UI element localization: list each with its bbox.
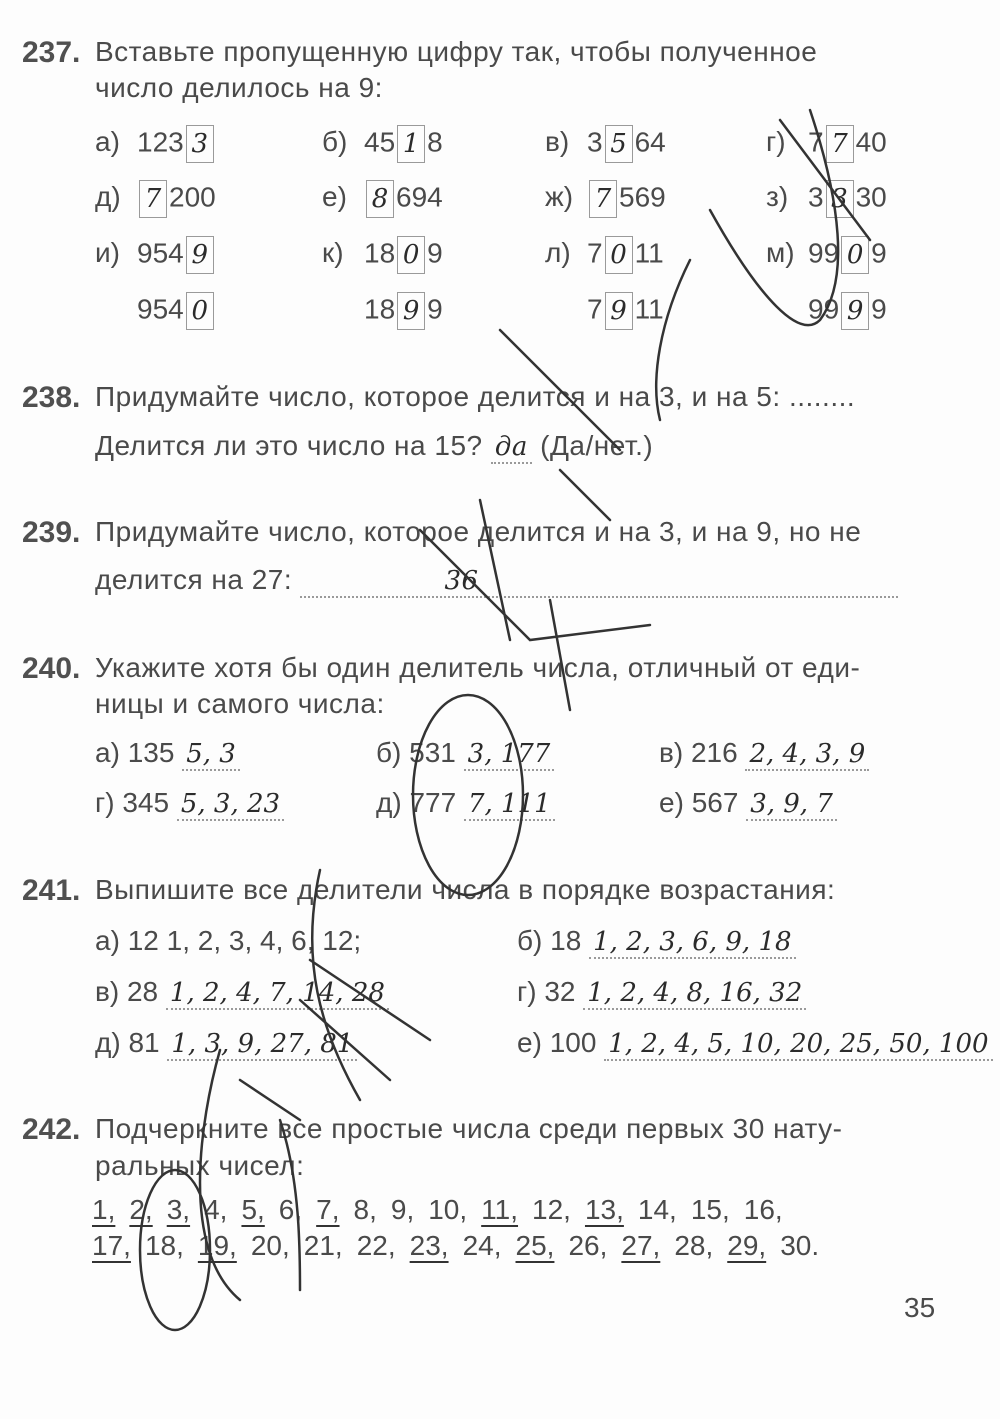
item-241 [95,925,361,957]
exercise-240-text: Укажите хотя бы один делитель числа, отличный от еди- [95,652,861,683]
digits-after: 200 [169,181,216,213]
digits-after: 64 [634,126,666,158]
item-240 [95,737,240,771]
item-240 [95,787,284,821]
number-item[interactable]: 20, [250,1230,290,1261]
number-item[interactable]: 15, [690,1194,730,1225]
handwritten-answer: 36 [444,566,479,596]
digits-before: 7 [587,237,603,269]
number-item[interactable]: 5, [241,1194,265,1225]
exercise-238-question [95,430,653,464]
question-text: Делится ли это число на 15? [95,430,483,461]
handwritten-answer: да [494,432,528,462]
number-item[interactable]: 3, [166,1194,191,1225]
exercise-241-number: 241. [22,874,81,907]
item-240 [659,737,869,771]
digits-after: 40 [855,126,887,158]
number-item[interactable]: 9, [390,1194,415,1225]
digits-before: 18 [364,237,396,269]
item-value: 12 [127,925,159,956]
item-237 [545,125,666,163]
answer-field[interactable]: 1, 2, 3, 6, 9, 18 [589,927,795,959]
exercise-237-text-2: число делилось на 9: [95,72,383,103]
item-237 [545,292,664,330]
item-value: 32 [544,976,576,1007]
digits-before: 3 [808,181,824,213]
exercise-241-text: Выпишите все делители числа в порядке возрастания: [95,874,836,905]
digits-before: 18 [364,293,396,325]
item-label: г) [95,787,115,818]
number-item[interactable]: 11, [481,1194,519,1225]
numbers-row-2 [92,1230,833,1262]
item-value: 81 [128,1027,160,1058]
item-label: в) [659,737,684,768]
item-237 [95,236,216,274]
question-text: делится на 27: [95,564,293,595]
item-label: б) [322,126,348,158]
item-240 [376,737,554,771]
digit-box[interactable]: 1 [397,125,425,163]
number-item[interactable]: 14, [637,1194,677,1225]
item-label: д) [95,1027,121,1058]
exercise-242-text: Подчеркните все простые числа среди первых 30 нату- [95,1113,843,1144]
item-value: 216 [690,737,738,768]
exercise-238-text: Придумайте число, которое делится и на 3, и на 5: ........ [95,381,856,412]
digits-after: 9 [427,237,443,269]
answer-field[interactable]: 1, 3, 9, 27, 81 [167,1029,357,1061]
number-item[interactable]: 26, [568,1230,608,1261]
number-item[interactable]: 2, [129,1194,153,1225]
exercise-242-number: 242. [22,1113,81,1146]
digit-box[interactable]: 8 [366,180,394,218]
number-item[interactable]: 22, [356,1230,396,1261]
item-241 [95,976,389,1010]
item-label: в) [545,126,570,158]
digits-before: 7 [808,126,824,158]
digit-box[interactable]: 7 [826,125,854,163]
answer-hint: (Да/нет.) [540,430,654,461]
item-240 [376,787,555,821]
exercise-237-text: Вставьте пропущенную цифру так, чтобы полученное [95,36,818,67]
number-item[interactable]: 23, [409,1230,449,1261]
answer-field[interactable]: 1, 2, 4, 7, 14, 28 [166,978,389,1010]
item-237 [545,236,664,274]
exercise-240-number: 240. [22,652,81,685]
exercise-240-text-2: ницы и самого числа: [95,688,385,719]
item-237 [766,125,887,163]
digits-before: 954 [137,237,184,269]
digits-after: 8 [427,126,443,158]
answer-field[interactable] [300,564,898,598]
answer-field[interactable]: 1, 2, 4, 8, 16, 32 [583,978,806,1010]
item-241 [517,925,796,959]
digit-box[interactable]: 0 [841,236,869,274]
item-237 [95,292,216,330]
item-value: 18 [550,925,582,956]
item-value: 100 [549,1027,597,1058]
item-value: 135 [127,737,175,768]
item-label: в) [95,976,120,1007]
item-237 [766,236,887,274]
digits-before: 123 [137,126,184,158]
digits-after: 9 [871,237,887,269]
answer-field[interactable]: 3, 9, 7 [746,789,837,821]
digit-box[interactable]: 0 [186,292,214,330]
number-item[interactable]: 19, [197,1230,237,1261]
digit-box[interactable]: 3 [186,125,214,163]
digit-box[interactable]: 5 [605,125,633,163]
digits-before: 3 [587,126,603,158]
item-237 [766,292,887,330]
exercise-238-number: 238. [22,381,81,414]
item-label: д) [376,787,402,818]
digit-box[interactable]: 0 [397,236,425,274]
number-item[interactable]: 4, [204,1194,228,1225]
number-item[interactable]: 28, [674,1230,714,1261]
item-237 [322,292,443,330]
item-label: д) [95,181,121,213]
number-item[interactable]: 1, [92,1194,116,1225]
digit-box[interactable]: 0 [605,236,633,274]
item-label: б) [376,737,402,768]
item-237 [322,236,443,274]
exercise-237-number: 237. [22,36,81,69]
item-value: 28 [126,976,159,1007]
number-item[interactable]: 30. [780,1230,820,1261]
number-item[interactable]: 25, [515,1230,555,1261]
digit-box[interactable]: 9 [186,236,214,274]
item-label: з) [766,181,789,213]
digits-after: 11 [634,293,664,325]
digits-after: 694 [396,181,443,213]
item-label: г) [517,976,537,1007]
digits-before: 99 [808,237,840,269]
item-value: 345 [122,787,170,818]
digits-before: 7 [587,293,603,325]
answer-field: 1, 2, 3, 4, 6, 12; [166,925,362,956]
answer-field[interactable]: 2, 4, 3, 9 [745,739,869,771]
item-label: к) [322,237,344,269]
exercise-239-question [95,564,898,598]
number-item[interactable]: 13, [584,1194,624,1225]
page-number: 35 [904,1292,936,1323]
numbers-row-1 [92,1194,797,1226]
item-241 [95,1027,357,1061]
answer-field[interactable]: 5, 3, 23 [177,789,284,821]
number-item[interactable]: 18, [144,1230,184,1261]
digit-box[interactable]: 9 [397,292,425,330]
answer-field[interactable] [491,430,532,464]
item-237 [95,125,216,163]
digits-before: 99 [808,293,840,325]
item-value: 777 [409,787,457,818]
number-item[interactable]: 10, [428,1194,468,1225]
number-item[interactable]: 21, [303,1230,343,1261]
item-value: 567 [691,787,739,818]
digits-after: 9 [871,293,887,325]
item-240 [659,787,837,821]
number-item[interactable]: 16, [743,1194,783,1225]
digit-box[interactable]: 7 [589,180,617,218]
item-label: е) [659,787,684,818]
item-label: е) [517,1027,542,1058]
number-item[interactable]: 12, [532,1194,571,1225]
number-item[interactable]: 24, [462,1230,502,1261]
answer-field[interactable]: 5, 3 [182,739,240,771]
item-value: 531 [409,737,456,768]
item-label: б) [517,925,543,956]
item-label: е) [322,181,347,213]
item-label: а) [95,126,120,158]
item-237 [322,125,443,163]
exercise-239-text: Придумайте число, которое делится и на 3, и на 9, но не [95,516,862,547]
answer-field[interactable]: 3, 177 [464,739,555,771]
item-label: а) [95,737,120,768]
number-item[interactable]: 6, [278,1194,303,1225]
digits-before: 45 [364,126,396,158]
answer-field[interactable]: 7, 111 [464,789,555,821]
digits-before: 954 [137,293,184,325]
item-241 [517,976,806,1010]
item-237 [766,180,887,218]
item-label: а) [95,925,120,956]
digits-after: 30 [855,181,887,213]
item-label: ж) [545,181,574,213]
number-item[interactable]: 27, [621,1230,661,1261]
item-label: и) [95,237,120,269]
item-label: г) [766,126,786,158]
number-item[interactable]: 8, [353,1194,377,1225]
digits-after: 9 [427,293,443,325]
number-item[interactable]: 17, [92,1230,131,1261]
item-237 [95,180,216,218]
item-label: м) [766,237,795,269]
exercise-242-text-2: ральных чисел: [95,1150,305,1181]
item-label: л) [545,237,571,269]
item-241 [517,1027,993,1061]
digit-box[interactable]: 9 [605,292,633,330]
digits-after: 569 [619,181,666,213]
digit-box[interactable]: 9 [841,292,869,330]
number-item[interactable]: 29, [727,1230,767,1261]
number-item[interactable]: 7, [316,1194,340,1225]
digit-box[interactable]: 3 [826,180,854,218]
item-237 [545,180,666,218]
digits-after: 11 [634,237,664,269]
answer-field[interactable]: 1, 2, 4, 5, 10, 20, 25, 50, 100 [604,1029,992,1061]
item-237 [322,180,443,218]
digit-box[interactable]: 7 [139,180,167,218]
exercise-239-number: 239. [22,516,81,549]
